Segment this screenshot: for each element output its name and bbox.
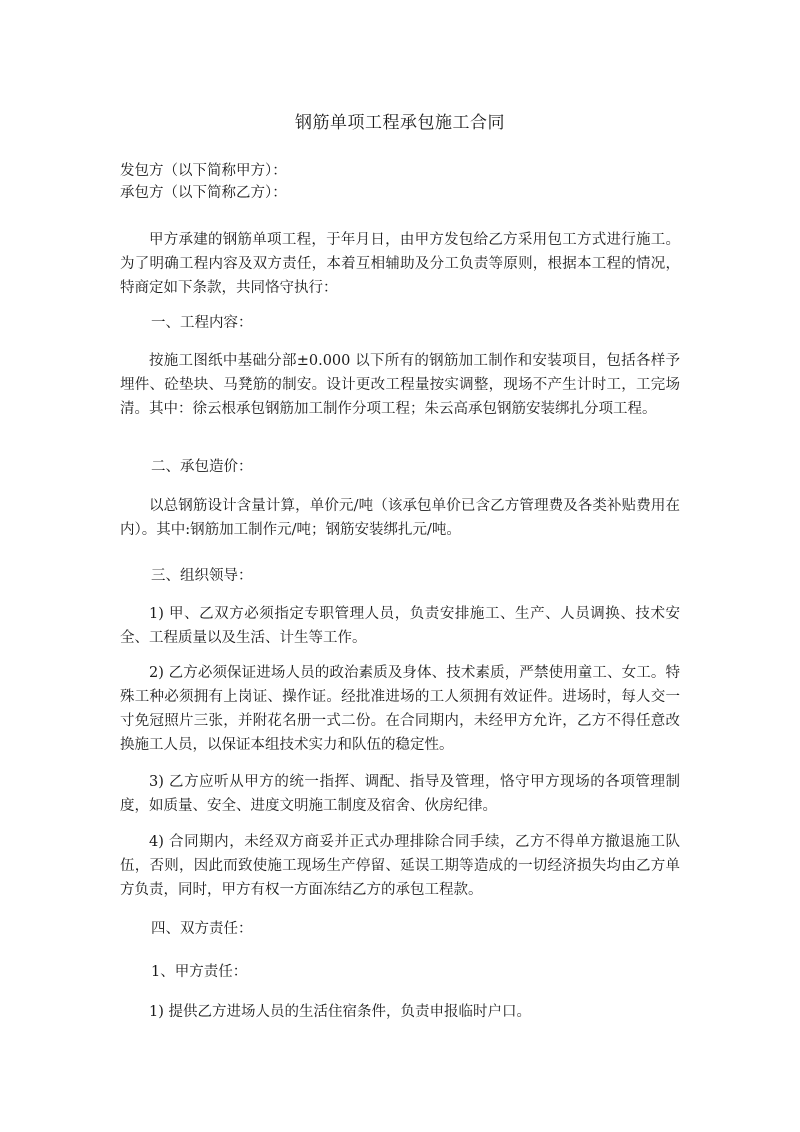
party-a-line: 发包方（以下简称甲方）：: [120, 163, 287, 179]
intro-paragraph: 甲方承建的钢筋单项工程，于年月日，由甲方发包给乙方采用包工方式进行施工。为了明确工程内容及双方责任，本着互相辅助及分工负责等原则，根据本工程的情况，特商定如下条款，共同恪守执行：: [120, 232, 680, 296]
document-title: 钢筋单项工程承包施工合同: [295, 113, 505, 133]
section-2-heading: 二、承包造价：: [151, 459, 253, 475]
section-4-sub-1: 1、甲方责任：: [151, 964, 248, 980]
section-2-body: 以总钢筋设计含量计算，单价元/吨（该承包单价已含乙方管理费及各类补贴费用在内）。其中:钢筋加工制作元/吨；钢筋安装绑扎元/吨。: [120, 498, 680, 538]
section-3-item-2: 2) 乙方必须保证进场人员的政治素质及身体、技术素质，严禁使用童工、女工。特殊工种必须拥有上岗证、操作证。经批准进场的工人须拥有效证件。进场时，每人交一寸免冠照片三张，并附花名册一式二份。在合同期内，未经甲方允许，乙方不得任意改换施工人员，以保证本组技术实力和队伍的稳定性。: [120, 665, 680, 753]
section-4-heading: 四、双方责任：: [151, 921, 253, 937]
section-3-item-4: 4) 合同期内，未经双方商妥并正式办理排除合同手续，乙方不得单方撤退施工队伍，否则，因此而致使施工现场生产停留、延误工期等造成的一切经济损失均由乙方单方负责，同时，甲方有权一方面冻结乙方的承包工程款。: [120, 834, 680, 898]
section-3-heading: 三、组织领导：: [151, 568, 253, 584]
section-3-item-3: 3) 乙方应听从甲方的统一指挥、调配、指导及管理，恪守甲方现场的各项管理制度，如质量、安全、进度文明施工制度及宿舍、伙房纪律。: [120, 774, 680, 814]
section-1-heading: 一、工程内容：: [151, 315, 253, 331]
section-3-item-1: 1) 甲、乙双方必须指定专职管理人员，负责安排施工、生产、人员调换、技术安全、工程质量以及生活、计生等工作。: [120, 606, 680, 646]
section-1-body: 按施工图纸中基础分部±0.000 以下所有的钢筋加工制作和安装项目，包括各样予埋件、砼垫块、马凳筋的制安。设计更改工程量按实调整，现场不产生计时工，工完场清。其中：徐云根承包钢筋加工制作分项工程；朱云高承包钢筋安装绑扎分项工程。: [120, 353, 680, 417]
party-b-line: 承包方（以下简称乙方）：: [120, 185, 287, 201]
section-4-sub-1-item-1: 1) 提供乙方进场人员的生活住宿条件，负责申报临时户口。: [149, 1004, 531, 1020]
